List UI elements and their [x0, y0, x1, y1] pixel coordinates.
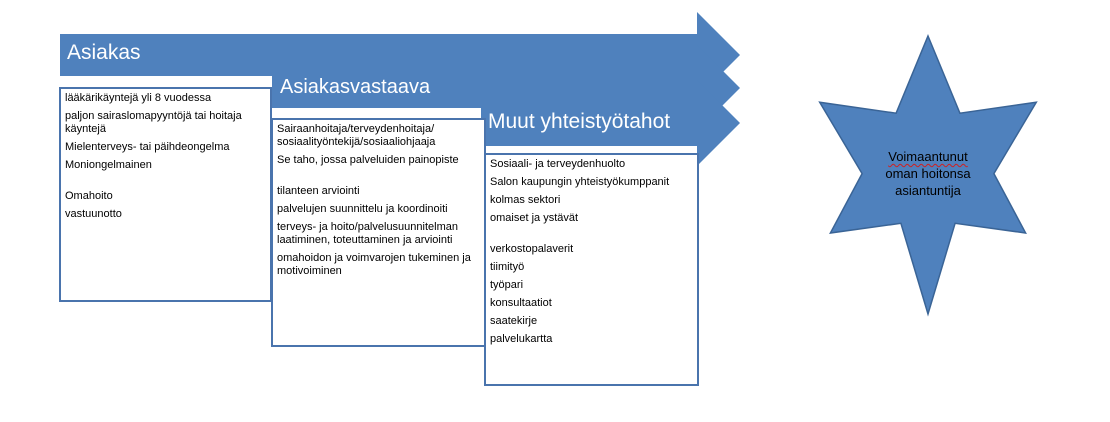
- list-item: työpari: [490, 279, 524, 291]
- star-text-line-1: Voimaantunut: [888, 149, 968, 164]
- star-text-line-3: asiantuntija: [895, 183, 961, 198]
- list-spacer: [490, 230, 693, 243]
- list-item: omaiset ja ystävät: [490, 212, 579, 224]
- list-item: Salon kaupungin yhteistyökumppanit: [490, 176, 670, 188]
- box-asiakasvastaava: [271, 118, 486, 347]
- list-item: verkostopalaverit: [490, 243, 574, 255]
- list-item: terveys- ja hoito/palvelusuunnitelman laatiminen, toteuttaminen ja arviointi: [277, 221, 458, 246]
- star-text-line-2: oman hoitonsa: [885, 166, 971, 181]
- list-item: kolmas sektori: [490, 194, 561, 206]
- box-muut-yhteistyotahot: [484, 153, 699, 386]
- list-spacer: [65, 177, 266, 190]
- list-item: omahoidon ja voimvarojen tukeminen ja motivoiminen: [277, 252, 471, 277]
- list-item: Se taho, jossa palveluiden painopiste: [277, 154, 459, 166]
- star-label: [860, 148, 996, 199]
- list-item: palvelujen suunnittelu ja koordinoiti: [277, 203, 448, 215]
- header-asiakasvastaava: Asiakasvastaava: [280, 76, 431, 98]
- list-item: palvelukartta: [490, 333, 553, 345]
- list-item: Sairaanhoitaja/terveydenhoitaja/ sosiaalityöntekijä/sosiaaliohjaaja: [277, 123, 436, 148]
- list-item: konsultaatiot: [490, 297, 552, 309]
- header-muut-yhteistyotahot: Muut yhteistyötahot: [488, 110, 671, 133]
- list-item: Omahoito: [65, 190, 113, 202]
- list-spacer: [277, 172, 480, 185]
- list-item: vastuunotto: [65, 208, 122, 220]
- list-item: paljon sairaslomapyyntöjä tai hoitaja käyntejä: [65, 110, 242, 135]
- list-item: Moniongelmainen: [65, 159, 152, 171]
- list-item: Mielenterveys- tai päihdeongelma: [65, 141, 230, 153]
- list-item: lääkärikäyntejä yli 8 vuodessa: [65, 92, 212, 104]
- list-item: saatekirje: [490, 315, 538, 327]
- header-asiakas: Asiakas: [67, 41, 141, 64]
- list-item: Sosiaali- ja terveydenhuolto: [490, 158, 626, 170]
- list-item: tiimityö: [490, 261, 525, 273]
- box-asiakas: [59, 87, 272, 302]
- list-item: tilanteen arviointi: [277, 185, 360, 197]
